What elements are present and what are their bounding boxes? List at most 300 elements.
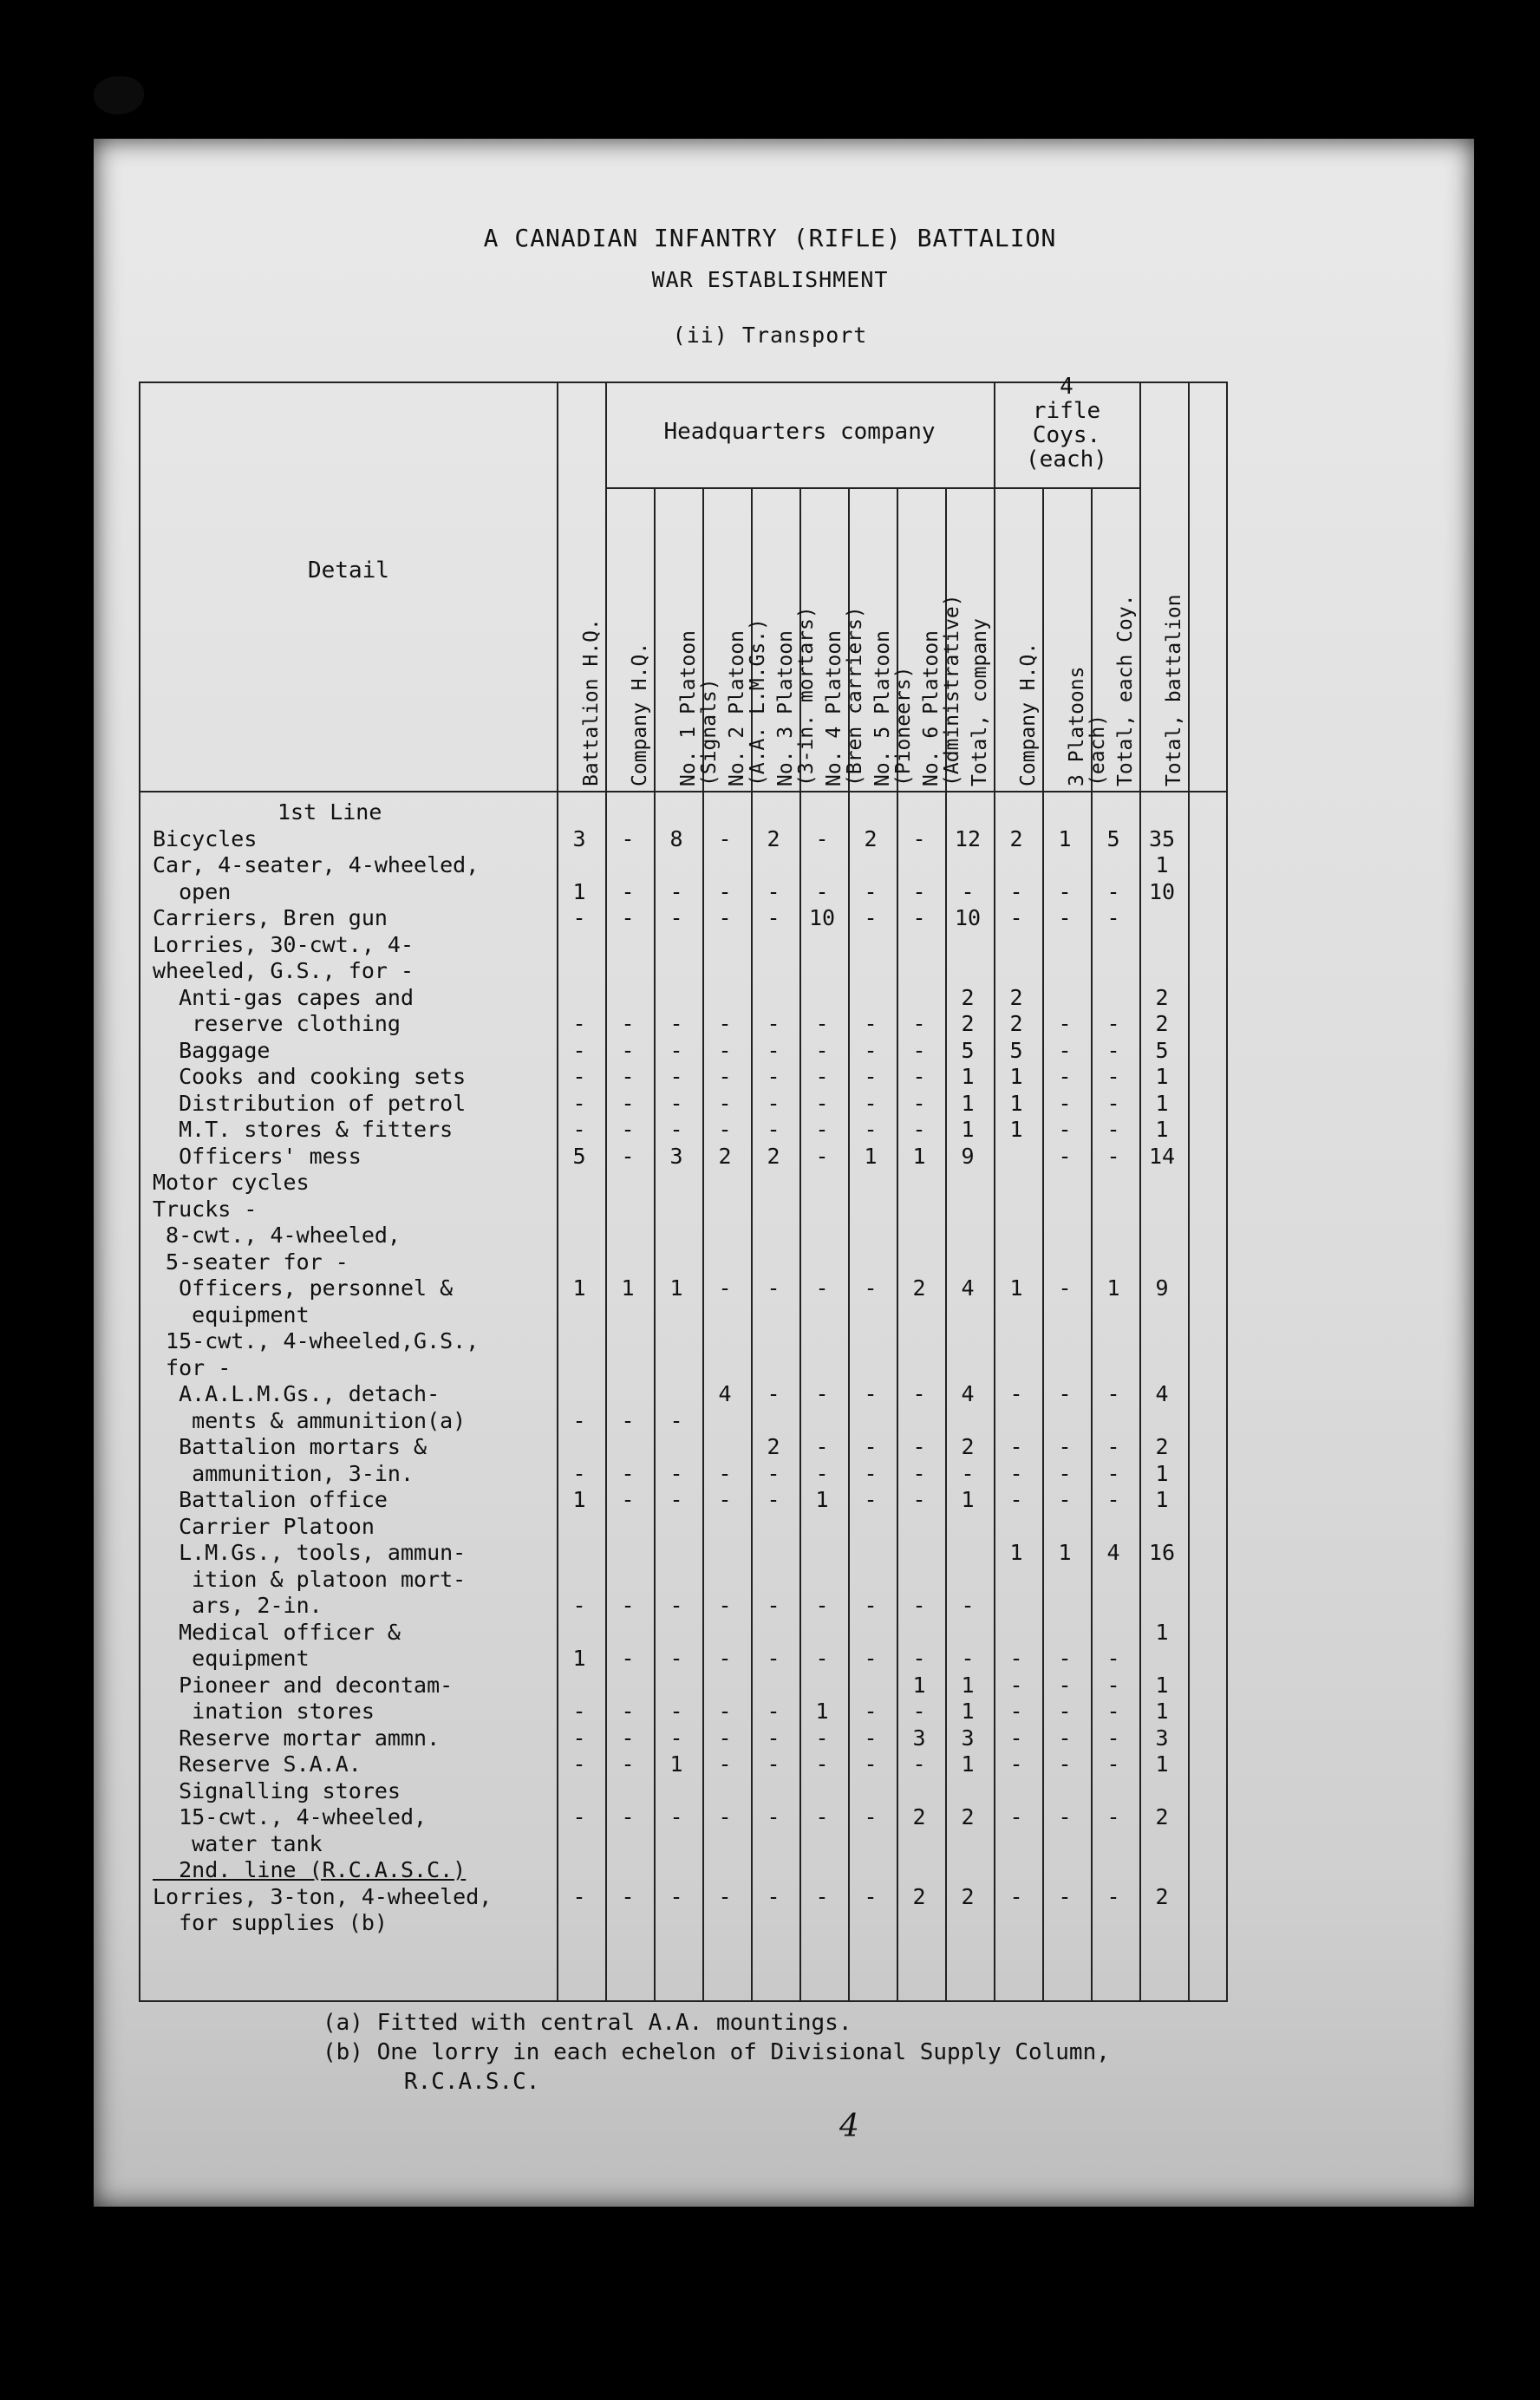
cell-value: - [669, 1460, 683, 1486]
cell-value: - [961, 1593, 975, 1618]
row-label: for supplies (b) [153, 1910, 388, 1935]
cell-value: 2 [912, 1883, 926, 1909]
cell-value: 1 [1009, 1064, 1023, 1089]
row-label: Motor cycles [153, 1170, 310, 1195]
cell-value: 1 [1155, 1117, 1169, 1142]
cell-value: 1 [1155, 1699, 1169, 1724]
cell-value: - [718, 1699, 732, 1724]
cell-value: - [669, 1646, 683, 1671]
table-row [139, 1699, 1224, 1725]
cell-value: 4 [1155, 1381, 1169, 1406]
table-row [139, 1831, 1224, 1857]
cell-value: 1 [961, 1090, 975, 1116]
cell-value: - [669, 1117, 683, 1142]
cell-value: 5 [961, 1037, 975, 1063]
footnote: (a) Fitted with central A.A. mountings. [323, 2010, 852, 2036]
cell-value: 1 [912, 1672, 926, 1698]
cell-value: - [961, 1646, 975, 1671]
cell-value: - [767, 1381, 780, 1406]
table-row [139, 1355, 1224, 1381]
cell-value: 2 [912, 1804, 926, 1829]
cell-value: - [1106, 878, 1120, 904]
cell-value: - [815, 1883, 829, 1909]
row-label: 5-seater for - [153, 1249, 349, 1275]
column-header: No. 6 Platoon (Administrative) [920, 594, 963, 786]
cell-value: 1 [1009, 1117, 1023, 1142]
cell-value: - [572, 1460, 586, 1486]
cell-value: - [864, 1090, 878, 1116]
cell-value: - [1106, 1672, 1120, 1698]
cell-value: 1 [621, 1275, 635, 1301]
document-subtitle: WAR ESTABLISHMENT [651, 267, 889, 292]
cell-value: 14 [1148, 1143, 1176, 1169]
cell-value: 2 [961, 1883, 975, 1909]
table-row [139, 1275, 1224, 1301]
cell-value: - [718, 1883, 732, 1909]
cell-value: - [864, 1804, 878, 1829]
cell-value: - [961, 878, 975, 904]
cell-value: - [912, 825, 926, 851]
cell-value: - [621, 1804, 635, 1829]
cell-value: - [815, 1804, 829, 1829]
cell-value: - [864, 1725, 878, 1751]
cell-value: - [815, 1011, 829, 1036]
cell-value: - [669, 1699, 683, 1724]
cell-value: - [621, 1883, 635, 1909]
table-row [139, 1461, 1224, 1487]
cell-value: - [1106, 1751, 1120, 1777]
cell-value: - [718, 1064, 732, 1089]
cell-value: - [1106, 1143, 1120, 1169]
cell-value: - [1009, 1487, 1023, 1512]
column-header: No. 5 Platoon (Pioneers) [871, 629, 915, 786]
cell-value: 2 [1155, 1804, 1169, 1829]
cell-value: - [815, 1037, 829, 1063]
cell-value: 1 [961, 1487, 975, 1512]
cell-value: - [718, 1117, 732, 1142]
cell-value: 2 [961, 984, 975, 1010]
column-header: 3 Platoons (each) [1066, 666, 1109, 786]
cell-value: - [669, 905, 683, 930]
cell-value: 1 [1155, 1672, 1169, 1698]
cell-value: - [1106, 1011, 1120, 1036]
cell-value: 2 [864, 825, 878, 851]
cell-value: 5 [1155, 1037, 1169, 1063]
cell-value: - [1058, 878, 1072, 904]
row-label: Battalion office [153, 1487, 388, 1512]
column-header: Company H.Q. [1017, 642, 1040, 786]
cell-value: 1 [1155, 1064, 1169, 1089]
cell-value: 2 [767, 1143, 780, 1169]
row-label: ination stores [153, 1699, 375, 1724]
cell-value: 2 [1009, 984, 1023, 1010]
table-row [139, 1514, 1224, 1540]
cell-value: - [815, 1725, 829, 1751]
row-label: Trucks - [153, 1196, 258, 1222]
cell-value: - [815, 825, 829, 851]
cell-value: - [1058, 1487, 1072, 1512]
cell-value: 1 [1155, 1090, 1169, 1116]
table-row [139, 958, 1224, 984]
cell-value: - [767, 1699, 780, 1724]
cell-value: - [912, 1434, 926, 1459]
cell-value: - [572, 1883, 586, 1909]
cell-value: - [912, 1460, 926, 1486]
cell-value: - [864, 1381, 878, 1406]
cell-value: - [669, 1487, 683, 1512]
footnote: (b) One lorry in each echelon of Divisional Supply Column, [323, 2039, 1110, 2065]
cell-value: - [864, 1037, 878, 1063]
cell-value: - [1106, 1090, 1120, 1116]
row-label: ammunition, 3-in. [153, 1460, 414, 1486]
row-label: Reserve S.A.A. [153, 1751, 362, 1777]
row-label: Anti-gas capes and [153, 984, 414, 1010]
cell-value: - [767, 1646, 780, 1671]
cell-value: - [1106, 1037, 1120, 1063]
cell-value: - [1058, 1011, 1072, 1036]
cell-value: - [864, 1883, 878, 1909]
cell-value: - [621, 1117, 635, 1142]
cell-value: 4 [1106, 1540, 1120, 1565]
cell-value: 9 [961, 1143, 975, 1169]
cell-value: - [961, 1460, 975, 1486]
cell-value: - [621, 1725, 635, 1751]
cell-value: - [864, 1487, 878, 1512]
cell-value: - [718, 1646, 732, 1671]
cell-value: - [1058, 1672, 1072, 1698]
table-row [139, 1620, 1224, 1646]
cell-value: - [767, 1090, 780, 1116]
cell-value: - [669, 1804, 683, 1829]
cell-value: - [864, 1011, 878, 1036]
table-row [139, 1673, 1224, 1699]
cell-value: - [1058, 1883, 1072, 1909]
row-label: Medical officer & [153, 1619, 401, 1645]
cell-value: - [621, 905, 635, 930]
cell-value: 1 [1106, 1275, 1120, 1301]
group-rule [605, 487, 994, 489]
cell-value: - [1058, 1090, 1072, 1116]
cell-value: - [912, 1090, 926, 1116]
table-row [139, 879, 1224, 905]
cell-value: - [718, 878, 732, 904]
table-row [139, 1487, 1224, 1513]
cell-value: - [718, 1487, 732, 1512]
cell-value: 35 [1148, 825, 1176, 851]
cell-value: - [669, 1064, 683, 1089]
cell-value: 2 [1009, 1011, 1023, 1036]
cell-value: - [572, 1407, 586, 1433]
cell-value: - [864, 1434, 878, 1459]
cell-value: - [1058, 1725, 1072, 1751]
cell-value: - [864, 905, 878, 930]
cell-value: - [572, 905, 586, 930]
cell-value: - [767, 1804, 780, 1829]
cell-value: - [1058, 1699, 1072, 1724]
cell-value: - [815, 1117, 829, 1142]
cell-value: - [1009, 1725, 1023, 1751]
cell-value: 3 [1155, 1725, 1169, 1751]
cell-value: - [815, 1143, 829, 1169]
row-label: ition & platoon mort- [153, 1566, 467, 1592]
table-row [139, 852, 1224, 878]
cell-value: - [621, 1090, 635, 1116]
cell-value: 2 [961, 1434, 975, 1459]
cell-value: 9 [1155, 1275, 1169, 1301]
table-row [139, 1646, 1224, 1672]
ink-blot [94, 76, 144, 114]
cell-value: - [572, 1064, 586, 1089]
cell-value: 1 [1009, 1090, 1023, 1116]
cell-value: - [572, 1593, 586, 1618]
row-label: reserve clothing [153, 1011, 401, 1036]
table-row [139, 1302, 1224, 1328]
table-row [139, 1804, 1224, 1830]
table-row [139, 1778, 1224, 1804]
cell-value: 2 [767, 1434, 780, 1459]
cell-value: - [1106, 1117, 1120, 1142]
section-row [139, 799, 1224, 825]
cell-value: - [669, 1593, 683, 1618]
cell-value: - [621, 1487, 635, 1512]
row-label: Bicycles [153, 825, 258, 851]
cell-value: - [864, 1646, 878, 1671]
cell-value: - [912, 1037, 926, 1063]
cell-value: 3 [961, 1725, 975, 1751]
cell-value: 1 [572, 1487, 586, 1512]
cell-value: 1 [1155, 1460, 1169, 1486]
table-row [139, 826, 1224, 852]
cell-value: - [1009, 878, 1023, 904]
cell-value: 2 [961, 1804, 975, 1829]
row-label: equipment [153, 1646, 310, 1671]
cell-value: - [1009, 1672, 1023, 1698]
row-label: Officers, personnel & [153, 1275, 454, 1301]
cell-value: 1 [1155, 1751, 1169, 1777]
table-row [139, 1091, 1224, 1117]
cell-value: - [912, 1699, 926, 1724]
column-header: Total, battalion [1163, 594, 1185, 786]
cell-value: - [1058, 1381, 1072, 1406]
cell-value: - [1106, 1699, 1120, 1724]
row-label: water tank [153, 1830, 323, 1856]
cell-value: - [572, 1117, 586, 1142]
cell-value: 1 [1009, 1540, 1023, 1565]
cell-value: - [815, 1381, 829, 1406]
cell-value: - [718, 825, 732, 851]
cell-value: - [1058, 1064, 1072, 1089]
row-label: 15-cwt., 4-wheeled, [153, 1804, 427, 1829]
row-label: 15-cwt., 4-wheeled,G.S., [153, 1328, 480, 1353]
cell-value: - [1106, 905, 1120, 930]
cell-value: - [718, 1593, 732, 1618]
table-row [139, 1593, 1224, 1619]
cell-value: - [912, 1011, 926, 1036]
cell-value: 2 [1155, 984, 1169, 1010]
cell-value: - [1058, 1646, 1072, 1671]
row-label: L.M.Gs., tools, ammun- [153, 1540, 467, 1565]
column-header: Total, company [969, 618, 991, 786]
table-row [139, 1064, 1224, 1090]
cell-value: 5 [1106, 825, 1120, 851]
cell-value: - [912, 1646, 926, 1671]
cell-value: - [718, 1275, 732, 1301]
cell-value: 1 [815, 1487, 829, 1512]
cell-value: 2 [1155, 1434, 1169, 1459]
row-label: A.A.L.M.Gs., detach- [153, 1381, 440, 1406]
table-row [139, 1910, 1224, 1936]
cell-value: - [767, 1011, 780, 1036]
cell-value: - [621, 1699, 635, 1724]
cell-value: - [1106, 1804, 1120, 1829]
cell-value: 10 [1148, 878, 1176, 904]
cell-value: - [767, 1593, 780, 1618]
cell-value: - [912, 1064, 926, 1089]
cell-value: - [718, 1011, 732, 1036]
hq-company-header: Headquarters company [663, 419, 936, 445]
cell-value: - [1106, 1487, 1120, 1512]
cell-value: - [1009, 1751, 1023, 1777]
cell-value: - [815, 1646, 829, 1671]
row-label: Cooks and cooking sets [153, 1064, 467, 1089]
cell-value: - [767, 1883, 780, 1909]
table-row [139, 1725, 1224, 1751]
cell-value: 1 [572, 1275, 586, 1301]
cell-value: 8 [669, 825, 683, 851]
cell-value: 1 [572, 878, 586, 904]
row-label: Signalling stores [153, 1777, 401, 1803]
cell-value: 2 [1155, 1883, 1169, 1909]
cell-value: - [718, 1037, 732, 1063]
cell-value: 4 [961, 1381, 975, 1406]
cell-value: 5 [1009, 1037, 1023, 1063]
cell-value: - [912, 905, 926, 930]
cell-value: 2 [961, 1011, 975, 1036]
cell-value: - [1106, 1646, 1120, 1671]
group-rule [994, 487, 1139, 489]
cell-value: - [1009, 1381, 1023, 1406]
cell-value: - [669, 1725, 683, 1751]
cell-value: - [718, 905, 732, 930]
cell-value: - [1009, 1699, 1023, 1724]
cell-value: - [621, 1646, 635, 1671]
cell-value: - [815, 1751, 829, 1777]
row-label: M.T. stores & fitters [153, 1117, 454, 1142]
table-row [139, 1434, 1224, 1460]
cell-value: - [621, 1064, 635, 1089]
cell-value: 1 [669, 1275, 683, 1301]
table-row [139, 1249, 1224, 1275]
cell-value: - [767, 1117, 780, 1142]
cell-value: - [1106, 1064, 1120, 1089]
column-header: Total, each Coy. [1114, 594, 1137, 786]
cell-value: - [1058, 1275, 1072, 1301]
cell-value: - [669, 1407, 683, 1433]
row-label: Carrier Platoon [153, 1513, 375, 1539]
table-row [139, 1144, 1224, 1170]
cell-value: - [1009, 1883, 1023, 1909]
table-row [139, 1011, 1224, 1037]
cell-value: - [621, 1011, 635, 1036]
cell-value: 12 [954, 825, 982, 851]
cell-value: - [767, 1275, 780, 1301]
footnote: R.C.A.S.C. [323, 2069, 540, 2095]
cell-value: - [621, 1593, 635, 1618]
table-row [139, 1751, 1224, 1777]
cell-value: - [815, 1434, 829, 1459]
cell-value: 1 [961, 1672, 975, 1698]
cell-value: 2 [767, 825, 780, 851]
column-header: No. 3 Platoon (3-in. mortars) [774, 606, 818, 786]
cell-value: - [1058, 1804, 1072, 1829]
cell-value: - [572, 1037, 586, 1063]
table-row [139, 1381, 1224, 1407]
cell-value: - [767, 1487, 780, 1512]
cell-value: - [621, 1037, 635, 1063]
rifle-coys-header: 4 rifle Coys. (each) [1026, 374, 1107, 473]
cell-value: - [1009, 1460, 1023, 1486]
row-label: Reserve mortar ammn. [153, 1725, 440, 1751]
table-row [139, 1884, 1224, 1910]
cell-value: - [718, 1460, 732, 1486]
cell-value: - [621, 1460, 635, 1486]
cell-value: - [1058, 905, 1072, 930]
table-row [139, 1223, 1224, 1249]
cell-value: - [767, 1460, 780, 1486]
cell-value: - [767, 878, 780, 904]
cell-value: - [1058, 1751, 1072, 1777]
cell-value: 1 [961, 1117, 975, 1142]
cell-value: - [669, 1090, 683, 1116]
cell-value: - [1009, 905, 1023, 930]
cell-value: 1 [815, 1699, 829, 1724]
cell-value: - [1058, 1037, 1072, 1063]
row-label: 8-cwt., 4-wheeled, [153, 1223, 401, 1248]
cell-value: - [669, 1037, 683, 1063]
detail-header: Detail [308, 558, 389, 584]
cell-value: - [912, 1117, 926, 1142]
cell-value: 3 [572, 825, 586, 851]
section-heading: (ii) Transport [672, 323, 868, 348]
cell-value: - [912, 1381, 926, 1406]
cell-value: 1 [961, 1699, 975, 1724]
row-label: equipment [153, 1301, 310, 1327]
table-row [139, 905, 1224, 931]
cell-value: - [718, 1725, 732, 1751]
cell-value: - [815, 1275, 829, 1301]
cell-value: - [621, 1143, 635, 1169]
cell-value: - [767, 1751, 780, 1777]
table-row [139, 1408, 1224, 1434]
cell-value: - [572, 1725, 586, 1751]
cell-value: 1 [864, 1143, 878, 1169]
cell-value: - [864, 1751, 878, 1777]
cell-value: 1 [1058, 825, 1072, 851]
cell-value: 2 [1155, 1011, 1169, 1036]
cell-value: - [572, 1699, 586, 1724]
row-label: 1st Line [277, 799, 382, 825]
cell-value: 3 [912, 1725, 926, 1751]
cell-value: 2 [718, 1143, 732, 1169]
cell-value: - [572, 1090, 586, 1116]
cell-value: - [1009, 1804, 1023, 1829]
cell-value: - [912, 1751, 926, 1777]
cell-value: 4 [718, 1381, 732, 1406]
table-row [139, 1170, 1224, 1196]
cell-value: 3 [669, 1143, 683, 1169]
row-label: Lorries, 3-ton, 4-wheeled, [153, 1883, 493, 1909]
cell-value: - [572, 1751, 586, 1777]
